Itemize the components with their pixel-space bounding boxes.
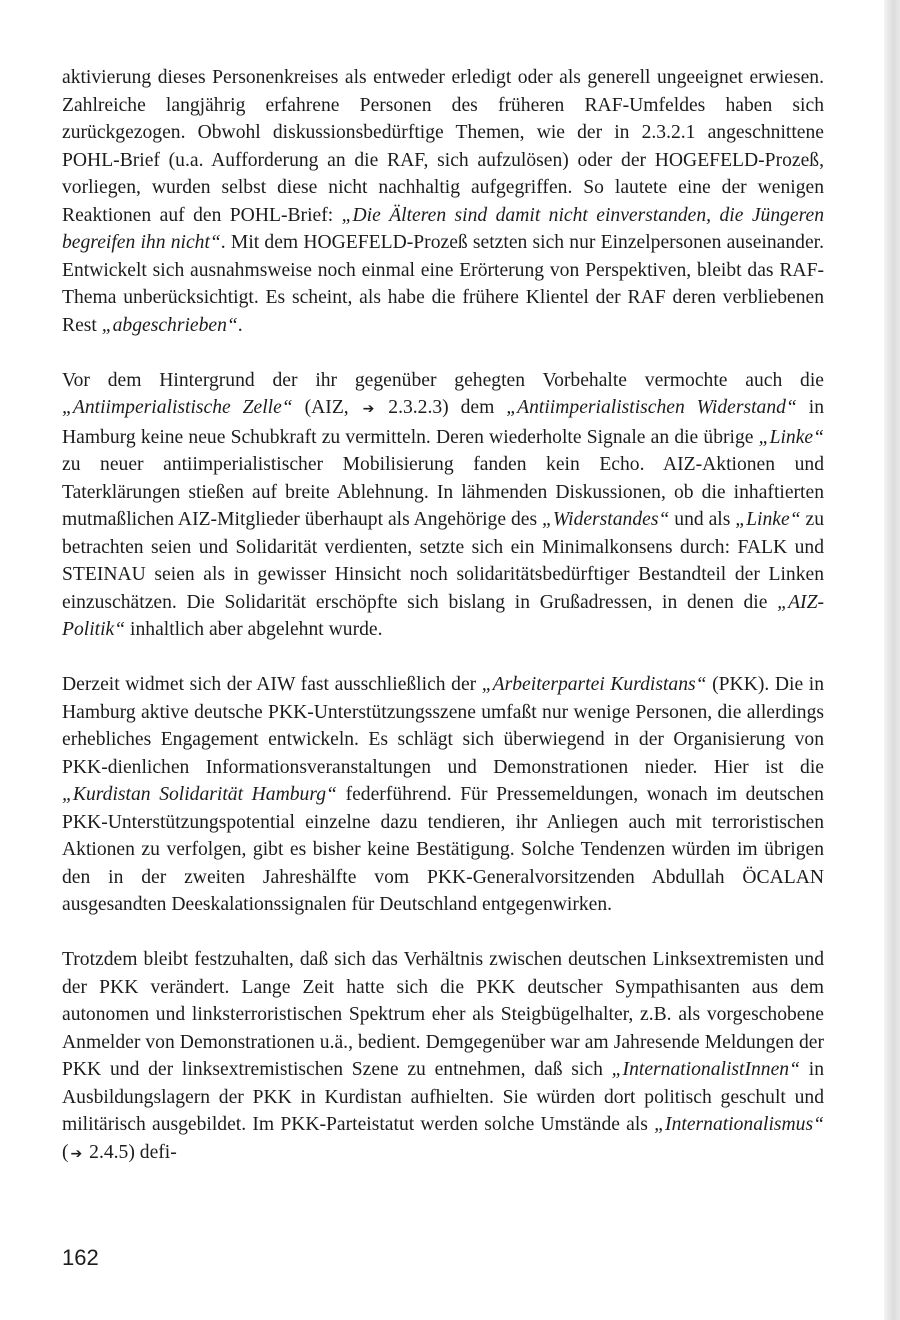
italic-quote: „Arbeiterpartei Kurdistans“: [481, 674, 707, 695]
italic-quote: „abgeschrieben“: [101, 314, 238, 336]
paragraph: [62, 64, 824, 339]
italic-quote: „AIZ-Politik“: [62, 591, 824, 640]
italic-quote: „Antiimperialistische Zelle“: [62, 397, 293, 418]
text-run: .: [237, 314, 243, 336]
paragraph: [62, 946, 824, 1168]
italic-quote: „Antiimperialistischen Widerstand“: [506, 397, 797, 418]
text-run: Vor dem Hintergrund der ihr gegenüber gehegten Vorbehalte vermochte auch die: [62, 369, 824, 391]
italic-quote: „Widerstandes“: [541, 509, 670, 530]
text-run: Trotzdem bleibt festzuhalten, daß sich das Verhältnis zwischen deutschen Linksextremisten und der PKK verändert. Lange Zeit hatte sich die PKK deutscher Sympathisanten aus dem autonomen und linksterroristischen Spektrum eher als Steigbügelhalter, z.B. als vorgeschobene Anmelder von Demonstrationen u.ä., bedient. Demgegenüber war am Jahresende Meldungen der PKK und der linksextremistischen Szene zu entnehmen, daß sich: [62, 949, 824, 1080]
text-run: und als: [669, 509, 736, 530]
cross-reference-arrow-icon: ➔: [70, 1145, 83, 1162]
page-edge-shadow: [884, 0, 900, 1320]
text-run: zu betrachten seien und Solidarität verdienten, setzte sich ein Minimalkonsens durch: FALK und STEINAU seien als in gewisser Hinsicht noch solidaritätsbedürftiger Bestandteil der Linken einzuschätzen. Die Solidarität erschöpfte sich bislang in Grußadressen, in denen die: [62, 509, 824, 613]
text-run: federführend. Für Pressemeldungen, wonach im deutschen PKK-Unterstützungspotential einzelne dazu tendieren, ihr Anliegen auch mit terroristischen Aktionen zu verfolgen, gibt es bisher keine Bestätigung. Solche Tendenzen würden im übrigen den in der zweiten Jahreshälfte vom PKK-Generalvorsitzenden Abdullah ÖCALAN ausgesandten Deeskalationssignalen für Deutschland entgegenwirken.: [62, 784, 824, 915]
text-run: 2.3.2.3) dem: [376, 397, 507, 418]
text-run: (AIZ,: [292, 397, 361, 418]
italic-quote: „Internationalismus“: [654, 1114, 824, 1135]
page-number: 162: [62, 1245, 99, 1270]
italic-quote: „Linke“: [758, 426, 824, 448]
text-run: (: [62, 1141, 69, 1163]
text-run: (PKK). Die in Hamburg aktive deutsche PKK-Unterstützungsszene umfaßt nur wenige Personen, die allerdings erhebliches Engagement entwickeln. Es schlägt sich überwiegend in der Organisierung von PKK-dienlichen Informationsveranstaltungen und Demonstrationen nieder. Hier ist die: [62, 674, 824, 778]
body-text: [62, 64, 824, 1168]
italic-quote: „Linke“: [735, 509, 801, 530]
italic-quote: „InternationalistInnen“: [611, 1059, 800, 1080]
cross-reference-arrow-icon: ➔: [362, 401, 375, 417]
paragraph: [62, 671, 824, 919]
text-run: in Ausbildungslagern der PKK in Kurdistan aufhielten. Sie würden dort politisch geschult und militärisch ausgebildet. Im PKK-Parteistatut werden solche Umstände als: [62, 1059, 825, 1135]
text-run: . Mit dem HOGEFELD-Prozeß setzten sich nur Einzelpersonen auseinander. Entwickelt sich ausnahmsweise noch einmal eine Erörterung von Perspektiven, bleibt das RAF-Thema unberücksichtigt. Es scheint, als habe die frühere Klientel der RAF deren verbliebenen Rest: [62, 232, 824, 336]
text-run: inhaltlich aber abgelehnt wurde.: [125, 619, 383, 640]
italic-quote: „Kurdistan Solidarität Hamburg“: [62, 784, 337, 805]
text-run: zu neuer antiimperialistischer Mobilisierung fanden kein Echo. AIZ-Aktionen und Taterklärungen stießen auf breite Ablehnung. In lähmenden Diskussionen, ob die inhaftierten mutmaßlichen AIZ-Mitglieder überhaupt als Angehörige des: [62, 454, 824, 530]
text-run: Derzeit widmet sich der AIW fast ausschließlich der: [62, 674, 482, 695]
italic-quote: „Die Älteren sind damit nicht einverstanden, die Jüngeren begreifen ihn nicht“: [62, 204, 825, 253]
text-run: aktivierung dieses Personenkreises als entweder erledigt oder als generell ungeeignet erwiesen. Zahlreiche langjährig erfahrene Personen des früheren RAF-Umfeldes haben sich zurückgezogen. Obwohl diskussionsbedürftige Themen, wie der in 2.3.2.1 angeschnittene POHL-Brief (u.a. Aufforderung an die RAF, sich aufzulösen) oder der HOGEFELD-Prozeß, vorliegen, wurden selbst diese nicht nachhaltig aufgegriffen. So lautete eine der wenigen Reaktionen auf den POHL-Brief:: [62, 67, 824, 226]
text-run: in Hamburg keine neue Schubkraft zu vermitteln. Deren wiederholte Signale an die übrige: [62, 397, 824, 448]
paragraph: [62, 367, 824, 644]
text-run: 2.4.5) defi-: [84, 1141, 177, 1163]
